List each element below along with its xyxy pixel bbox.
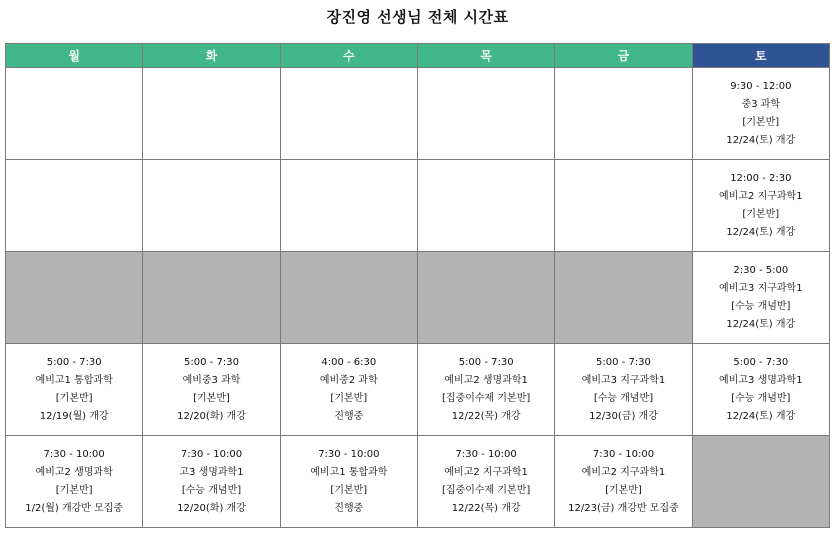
class-subject: 예비고2 지구과학1 xyxy=(444,466,528,478)
timetable-cell-mon xyxy=(6,344,143,436)
timetable-cell-thu xyxy=(417,68,554,160)
class-level: [기본반] xyxy=(330,484,368,496)
day-header-fri: 금 xyxy=(555,44,692,68)
class-time: 5:00 - 7:30 xyxy=(458,356,514,368)
timetable-cell-thu xyxy=(417,436,554,528)
class-level: [기본반] xyxy=(742,116,780,128)
timetable-body xyxy=(6,68,830,528)
class-status: 진행중 xyxy=(334,410,364,422)
day-header-mon: 월 xyxy=(6,44,143,68)
class-status: 12/23(금) 개강반 모집중 xyxy=(568,502,679,514)
timetable-cell-wed xyxy=(280,68,417,160)
class-time: 5:00 - 7:30 xyxy=(733,356,789,368)
timetable-row xyxy=(6,68,830,160)
class-subject: 예비중2 과학 xyxy=(319,374,378,386)
class-status: 12/22(목) 개강 xyxy=(451,502,521,514)
class-status: 12/19(월) 개강 xyxy=(39,410,109,422)
class-time: 7:30 - 10:00 xyxy=(592,448,655,460)
timetable-cell-tue xyxy=(143,344,280,436)
class-time: 5:00 - 7:30 xyxy=(46,356,102,368)
timetable-cell-wed xyxy=(280,160,417,252)
class-level: [기본반] xyxy=(193,392,230,404)
timetable-cell-fri xyxy=(555,436,692,528)
class-level: [기본반] xyxy=(55,392,93,404)
class-subject: 예비고2 지구과학1 xyxy=(719,190,803,202)
timetable-cell-tue xyxy=(143,436,280,528)
timetable-row xyxy=(6,252,830,344)
class-subject: 예비고2 생명과학 xyxy=(35,466,113,478)
timetable-cell-sat xyxy=(692,68,829,160)
class-status: 12/30(금) 개강 xyxy=(589,410,658,422)
class-level: [수능 개념반] xyxy=(731,392,791,404)
class-level: [수능 개념반] xyxy=(181,484,242,496)
timetable xyxy=(5,43,830,528)
class-time: 12:00 - 2:30 xyxy=(730,172,792,184)
class-subject: 예비고2 지구과학1 xyxy=(581,466,666,478)
class-time: 7:30 - 10:00 xyxy=(180,448,243,460)
timetable-cell-sat xyxy=(692,344,829,436)
class-level: [수능 개념반] xyxy=(593,392,654,404)
timetable-row xyxy=(6,344,830,436)
class-subject: 예비고3 생명과학1 xyxy=(719,374,803,386)
class-level: [수능 개념반] xyxy=(731,300,791,312)
class-subject: 예비고1 통합과학 xyxy=(35,374,113,386)
class-status: 진행중 xyxy=(334,502,364,514)
class-time: 2:30 - 5:00 xyxy=(733,264,789,276)
day-header-wed: 수 xyxy=(280,44,417,68)
timetable-cell-sat xyxy=(692,252,829,344)
class-time: 7:30 - 10:00 xyxy=(455,448,517,460)
class-subject: 예비고3 지구과학1 xyxy=(719,282,803,294)
class-level: [기본반] xyxy=(742,208,780,220)
timetable-cell-fri xyxy=(555,68,692,160)
timetable-cell-wed xyxy=(280,252,417,344)
class-level: [기본반] xyxy=(55,484,93,496)
timetable-cell-wed xyxy=(280,344,417,436)
day-header-thu: 목 xyxy=(417,44,554,68)
class-level: [기본반] xyxy=(330,392,368,404)
timetable-cell-fri xyxy=(555,252,692,344)
class-subject: 예비고2 생명과학1 xyxy=(444,374,528,386)
timetable-cell-thu xyxy=(417,344,554,436)
timetable-cell-tue xyxy=(143,160,280,252)
class-status: 12/24(토) 개강 xyxy=(726,318,796,330)
timetable-cell-mon xyxy=(6,68,143,160)
day-header-tue: 화 xyxy=(143,44,280,68)
class-time: 7:30 - 10:00 xyxy=(43,448,105,460)
timetable-cell-wed xyxy=(280,436,417,528)
day-header-sat: 토 xyxy=(692,44,829,68)
page-title: 장진영 선생님 전체 시간표 xyxy=(326,8,509,26)
timetable-cell-fri xyxy=(555,160,692,252)
header-row xyxy=(6,44,830,68)
timetable-cell-mon xyxy=(6,252,143,344)
class-status: 12/24(토) 개강 xyxy=(726,226,796,238)
timetable-row xyxy=(6,436,830,528)
class-subject: 중3 과학 xyxy=(741,98,781,110)
class-time: 5:00 - 7:30 xyxy=(184,356,239,368)
class-status: 12/22(목) 개강 xyxy=(451,410,521,422)
class-status: 12/24(토) 개강 xyxy=(726,134,796,146)
timetable-cell-mon xyxy=(6,436,143,528)
class-time: 4:00 - 6:30 xyxy=(321,356,377,368)
class-time: 7:30 - 10:00 xyxy=(318,448,380,460)
class-time: 5:00 - 7:30 xyxy=(596,356,651,368)
class-status: 12/20(화) 개강 xyxy=(177,502,246,514)
timetable-cell-fri xyxy=(555,344,692,436)
timetable-cell-mon xyxy=(6,160,143,252)
class-time: 9:30 - 12:00 xyxy=(730,80,792,92)
timetable-cell-thu xyxy=(417,160,554,252)
timetable-cell-thu xyxy=(417,252,554,344)
timetable-cell-tue xyxy=(143,68,280,160)
class-status: 1/2(월) 개강반 모집중 xyxy=(25,502,124,514)
class-status: 12/20(화) 개강 xyxy=(177,410,246,422)
class-level: [집중이수제 기본반] xyxy=(442,484,531,496)
timetable-row xyxy=(6,160,830,252)
class-level: [집중이수제 기본반] xyxy=(442,392,531,404)
timetable-cell-tue xyxy=(143,252,280,344)
class-status: 12/24(토) 개강 xyxy=(726,410,796,422)
class-subject: 예비중3 과학 xyxy=(182,374,241,386)
class-subject: 예비고1 통합과학 xyxy=(310,466,388,478)
timetable-cell-sat xyxy=(692,436,829,528)
class-subject: 예비고3 지구과학1 xyxy=(581,374,666,386)
timetable-cell-sat xyxy=(692,160,829,252)
class-subject: 고3 생명과학1 xyxy=(179,466,244,478)
class-level: [기본반] xyxy=(605,484,642,496)
